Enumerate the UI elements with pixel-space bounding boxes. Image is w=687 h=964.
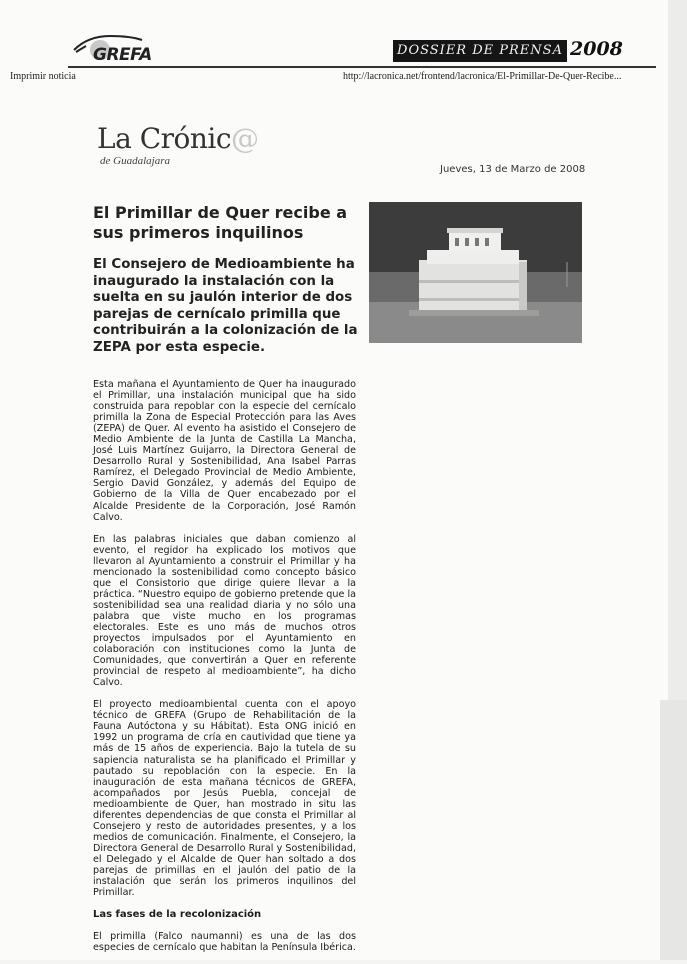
page-edge-shade [660,700,687,960]
newspaper-masthead [97,122,259,155]
grefa-logo-text: GREFA [93,45,152,65]
article-paragraph: Esta mañana el Ayuntamiento de Quer ha inaugurado el Primillar, una instalación municipal que ha sido construida para repoblar con la especie del cernícalo primilla la Zona de Especial Protección para las Aves (ZEPA) de Quer. Al evento ha asistido el Consejero de Medio Ambiente de la Junta de Castilla La Mancha, José Luis Martínez Guijarro, la Directora General de Desarrollo Rural y Sostenibilidad, Ana Isabel Parras Ramírez, el Delegado Provincial de Medio Ambiente, Sergio David González, y además del Equipo de Gobierno de la Villa de Quer encabezado por el Alcalde Presidente de la Corporación, José Ramón Calvo. [93,379,356,523]
masthead-subtitle: de Guadalajara [100,155,170,167]
article-subheading: Las fases de la recolonización [93,909,262,921]
page-url: http://lacronica.net/frontend/lacronica/El-Primillar-De-Quer-Recibe... [343,71,622,82]
article-paragraph: El primilla (Falco naumanni) es una de las dos especies de cernícalo que habitan la Península Ibérica. [93,931,356,954]
masthead-name: La Crónic [97,122,232,155]
article-title: El Primillar de Quer recibe a sus primeros inquilinos [93,203,348,242]
dossier-year: 2008 [570,38,623,60]
article-body [93,379,356,964]
article-photo [369,202,582,343]
dossier-label: DOSSIER DE PRENSA [393,40,567,62]
header-divider [68,66,656,68]
article-paragraph: El proyecto medioambiental cuenta con el apoyo técnico de GREFA (Grupo de Rehabilitación de la Fauna Autóctona y su Hábitat). Esta ONG inició en 1992 un programa de cría en cautividad que tiene ya más de 15 años de experiencia. Bajo la tutela de su sapiencia naturalista se ha planificado el Primillar y pautado su repoblación con la especie. En la inauguración de esta mañana técnicos de GREFA, acompañados por Jesús Puebla, concejal de medioambiente de Quer, han mostrado in situ las diferentes dependencias de que consta el Primillar al Consejero y resto de autoridades presentes, y a los medios de comunicación. Finalmente, el Consejero, la Directora General de Desarrollo Rural y Sostenibilidad, el Delegado y el Alcalde de Quer han soltado a dos parejas de primillas en el jaulón del patio de la instalación que serán los primeros inquilinos del Primillar. [93,699,356,899]
article-date: Jueves, 13 de Marzo de 2008 [440,164,586,175]
print-link[interactable]: Imprimir noticia [10,71,76,82]
article-lead: El Consejero de Medioambiente ha inaugurado la instalación con la suelta en su jaulón interior de dos parejas de cernícalo primilla que contribuirán a la colonización de la ZEPA por esta especie. [93,257,358,355]
article-paragraph: En las palabras iniciales que daban comienzo al evento, el regidor ha explicado los motivos que llevaron al Ayuntamiento a construir el Primillar y ha mencionado la sostenibilidad como concepto básico que el Consistorio que dirige quiere llevar a la práctica. “Nuestro equipo de gobierno pretende que la sostenibilidad sea una realidad diaria y no sólo una palabra que viste mucho en los programas electorales. Este es uno más de muchos otros proyectos impulsados por el Ayuntamiento en colaboración con instituciones como la Junta de Comunidades, que convertirán a Quer en referente provincial de respeto al medioambiente”, ha dicho Calvo. [93,533,356,689]
masthead-at-symbol: @ [231,122,259,155]
